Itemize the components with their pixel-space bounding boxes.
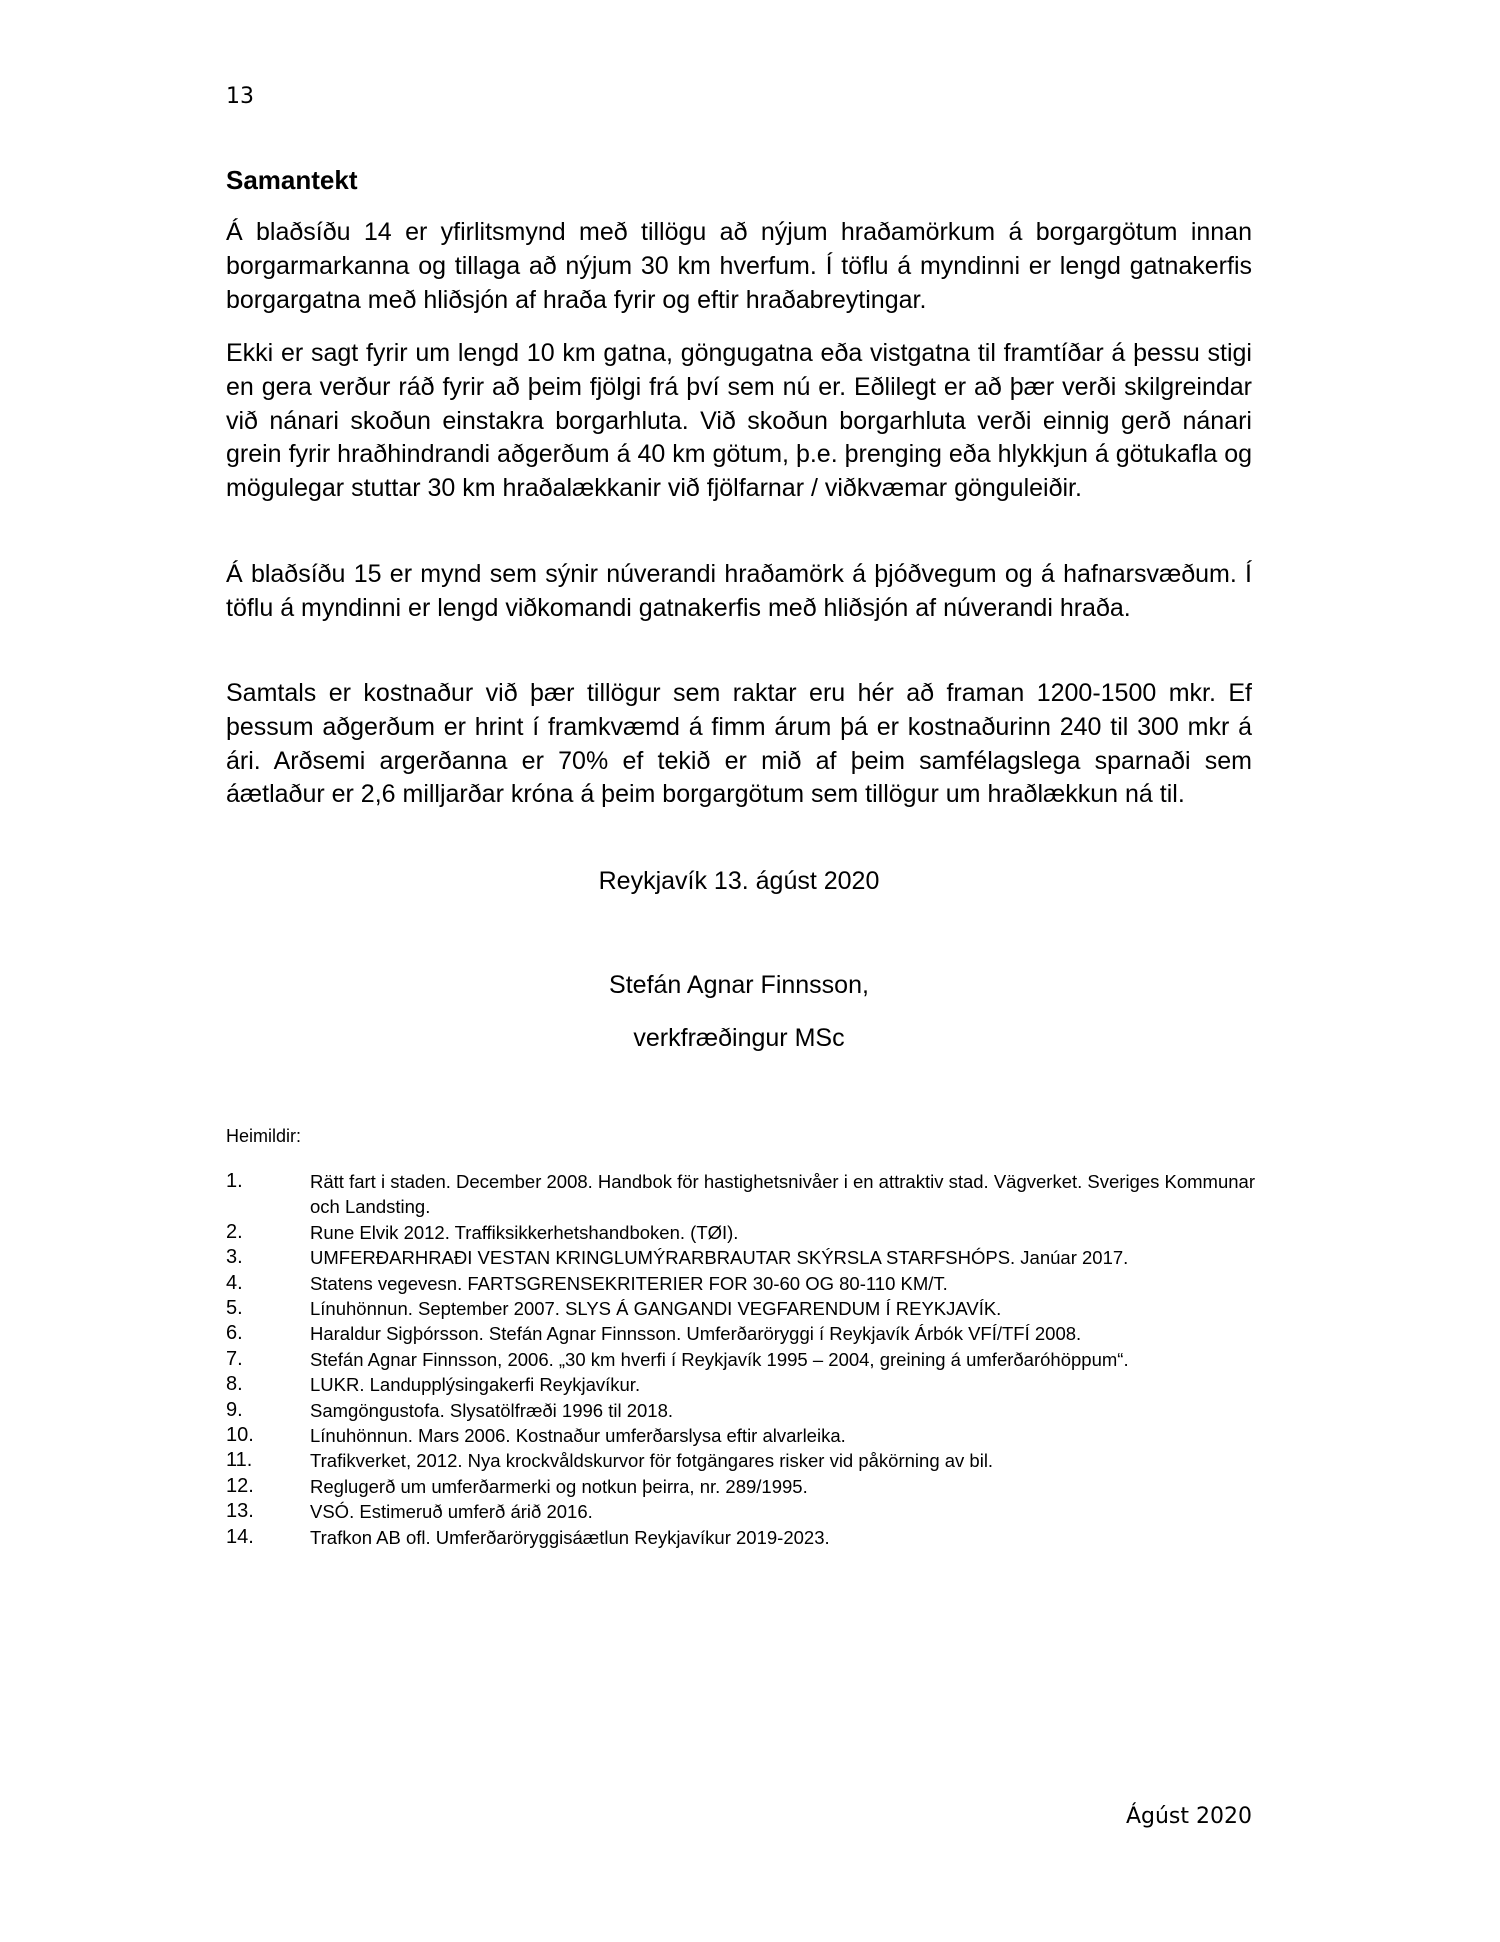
reference-list (226, 1169, 1256, 1550)
reference-number: 12. (226, 1474, 254, 1497)
reference-number: 8. (226, 1373, 243, 1396)
page-number: 13 (226, 84, 254, 109)
reference-text: Línuhönnun. Mars 2006. Kostnaður umferðarslysa eftir alvarleika. (310, 1425, 846, 1447)
paragraph-4: Samtals er kostnaður við þær tillögur sem raktar eru hér að framan 1200-1500 mkr. Ef þessum aðgerðum er hrint í framkvæmd á fimm árum þá er kostnaðurinn 240 til 300 mkr á ári. Arðsemi argerðanna er 70% ef tekið er mið af þeim samfélagslega sparnaði sem áætlaður er 2,6 milljarðar króna á þeim borgargötum sem tillögur um hraðlækkun ná til. (226, 679, 1252, 809)
reference-number: 4. (226, 1271, 243, 1294)
reference-text: Stefán Agnar Finnsson, 2006. „30 km hverfi í Reykjavík 1995 – 2004, greining á umferðaróhöppum“. (310, 1348, 1129, 1370)
author-name: Stefán Agnar Finnsson, (609, 971, 869, 999)
reference-number: 2. (226, 1220, 243, 1243)
footer-date: Ágúst 2020 (1125, 1804, 1252, 1829)
place-date: Reykjavík 13. ágúst 2020 (598, 867, 880, 895)
reference-number: 3. (226, 1246, 243, 1269)
reference-text: Trafkon AB ofl. Umferðaröryggisáætlun Reykjavíkur 2019-2023. (310, 1526, 830, 1548)
reference-item (226, 1347, 1256, 1372)
reference-text: UMFERÐARHRAÐI VESTAN KRINGLUMÝRARBRAUTAR SKÝRSLA STARFSHÓPS. Janúar 2017. (310, 1247, 1129, 1269)
reference-text: Reglugerð um umferðarmerki og notkun þeirra, nr. 289/1995. (310, 1475, 808, 1497)
paragraph-2: Ekki er sagt fyrir um lengd 10 km gatna, göngugatna eða vistgatna til framtíðar á þessu stigi en gera verður ráð fyrir að þeim fjölgi frá því sem nú er. Eðlilegt er að þær verði skilgreindar við nánari skoðun einstakra borgarhluta. Við skoðun borgarhluta verði einnig gerð nánari grein fyrir hraðhindrandi aðgerðum á 40 km götum, þ.e. þrenging eða hlykkjun á götukafla og mögulegar stuttar 30 km hraðalækkanir við fjölfarnar / viðkvæmar gönguleiðir. (226, 339, 1252, 503)
reference-text: Statens vegevesn. FARTSGRENSEKRITERIER FOR 30-60 OG 80-110 KM/T. (310, 1272, 948, 1294)
reference-item (226, 1474, 1256, 1499)
reference-text: LUKR. Landupplýsingakerfi Reykjavíkur. (310, 1374, 641, 1396)
reference-text: Haraldur Sigþórsson. Stefán Agnar Finnsson. Umferðaröryggi í Reykjavík Árbók VFÍ/TFÍ 2008. (310, 1323, 1082, 1345)
reference-item (226, 1296, 1256, 1321)
reference-text: Samgöngustofa. Slysatölfræði 1996 til 2018. (310, 1399, 674, 1421)
reference-number: 10. (226, 1424, 254, 1447)
reference-text: Trafikverket, 2012. Nya krockvåldskurvor för fotgängares risker vid påkörning av bil. (310, 1450, 994, 1472)
paragraph-3: Á blaðsíðu 15 er mynd sem sýnir núverandi hraðamörk á þjóðvegum og á hafnarsvæðum. Í töflu á myndinni er lengd viðkomandi gatnakerfis með hliðsjón af núverandi hraða. (226, 560, 1252, 622)
reference-item (226, 1271, 1256, 1296)
reference-item (226, 1321, 1256, 1346)
section-heading: Samantekt (226, 165, 358, 195)
paragraph-1: Á blaðsíðu 14 er yfirlitsmynd með tillögu að nýjum hraðamörkum á borgargötum innan borgarmarkanna og tillaga að nýjum 30 km hverfum. Í töflu á myndinni er lengd gatnakerfis borgargatna með hliðsjón af hraða fyrir og eftir hraðabreytingar. (226, 218, 1252, 314)
reference-item (226, 1448, 1256, 1473)
reference-text: Línuhönnun. September 2007. SLYS Á GANGANDI VEGFARENDUM Í REYKJAVÍK. (310, 1298, 1002, 1320)
reference-number: 13. (226, 1500, 254, 1523)
reference-item (226, 1372, 1256, 1397)
reference-item (226, 1525, 1256, 1550)
reference-number: 9. (226, 1398, 243, 1421)
reference-text: Rätt fart i staden. December 2008. Handbok för hastighetsnivåer i en attraktiv stad. Vägverket. Sveriges Kommunar och Landsting. (310, 1171, 1255, 1218)
reference-number: 14. (226, 1525, 254, 1548)
reference-item (226, 1169, 1256, 1220)
author-title: verkfræðingur MSc (633, 1024, 845, 1052)
reference-item (226, 1499, 1256, 1524)
reference-item (226, 1423, 1256, 1448)
reference-number: 6. (226, 1322, 243, 1345)
reference-number: 7. (226, 1347, 243, 1370)
reference-item (226, 1245, 1256, 1270)
reference-item (226, 1220, 1256, 1245)
reference-item (226, 1398, 1256, 1423)
sources-label: Heimildir: (226, 1126, 302, 1146)
reference-text: VSÓ. Estimeruð umferð árið 2016. (310, 1501, 593, 1523)
reference-number: 5. (226, 1297, 243, 1320)
reference-text: Rune Elvik 2012. Traffiksikkerhetshandboken. (TØI). (310, 1221, 739, 1243)
reference-number: 1. (226, 1170, 243, 1192)
reference-number: 11. (226, 1449, 253, 1472)
